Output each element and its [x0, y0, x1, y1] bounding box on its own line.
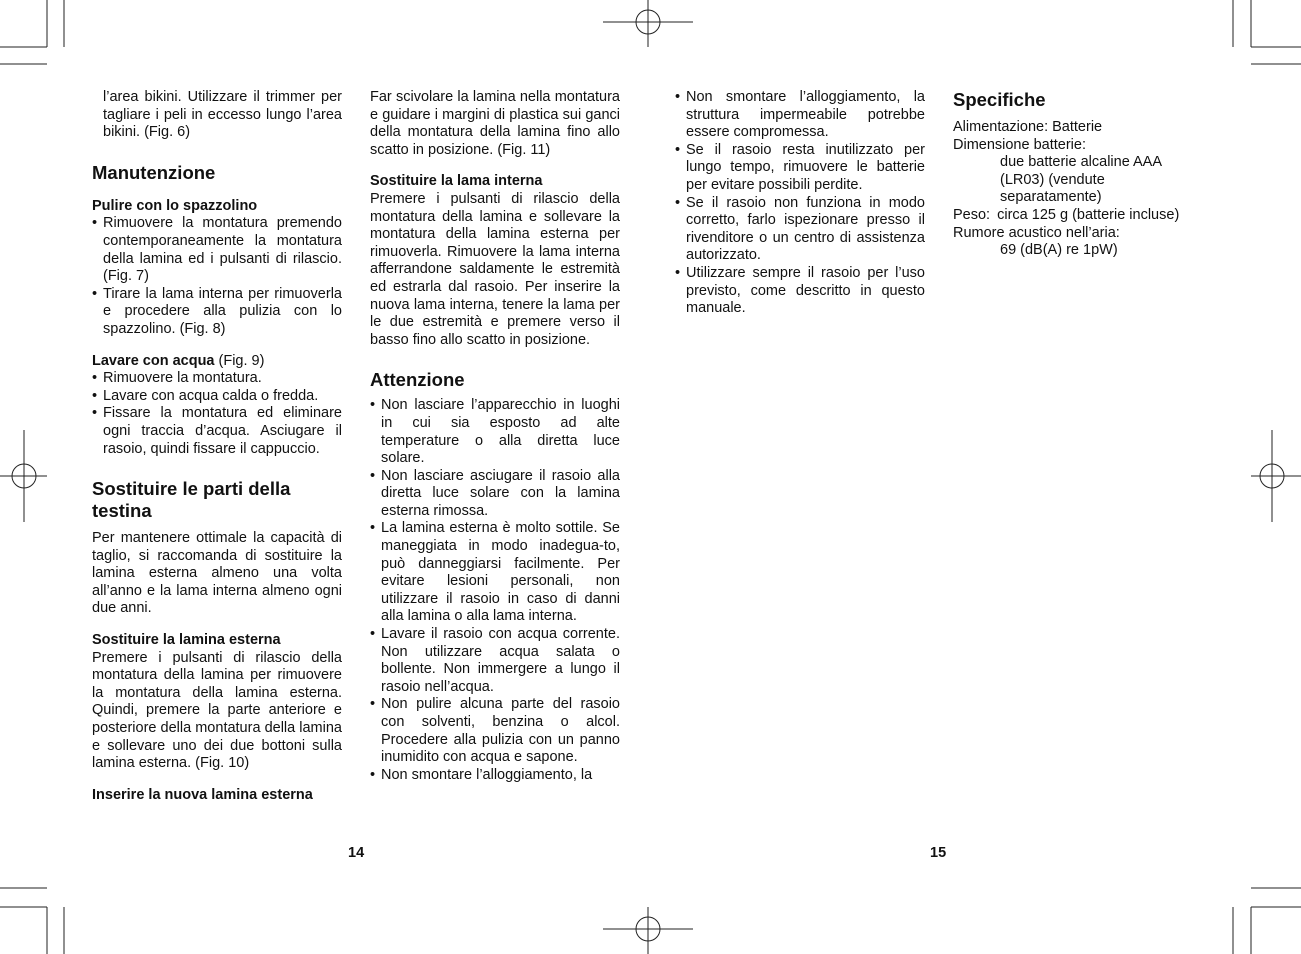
replace-parts-heading: Sostituire le parti della testina: [92, 478, 291, 522]
list-item: • Fissare la montatura ed eliminare ogni traccia d’acqua. Asciugare il rasoio, quindi fissare il cappuccio.: [92, 405, 342, 458]
list-item: • Utilizzare sempre il rasoio per l’uso previsto, come descritto in questo manuale.: [675, 265, 925, 318]
caution-heading: Attenzione: [370, 369, 465, 391]
wash-heading: [92, 353, 342, 371]
caution-list-continued: [675, 89, 925, 318]
page15-column1: [675, 89, 925, 318]
page14-column1: [92, 89, 342, 804]
page-number-15: 15: [930, 845, 947, 861]
spec-noise-value: 69 (dB(A) re 1pW): [1000, 242, 1118, 259]
list-item: • Non smontare l’alloggiamento, la struttura impermeabile potrebbe essere compromessa.: [675, 89, 925, 142]
list-item: • Tirare la lama interna per rimuoverla e procedere alla pulizia con lo spazzolino. (Fig. 8): [92, 286, 342, 339]
spec-weight: [953, 207, 1213, 225]
insert-foil-text: Far scivolare la lamina nella montatura e guidare i margini di plastica sui ganci della montatura della lamina fino allo scatto in posizione. (Fig. 11): [370, 89, 620, 158]
spec-noise-label: Rumore acustico nell’aria:: [953, 224, 1120, 241]
list-item: • La lamina esterna è molto sottile. Se maneggiata in modo inadegua-to, può danneggiarsi facilmente. Per evitare lesioni personali, non utilizzare il rasoio in caso di danni alla lamina o alla lama interna.: [370, 520, 620, 626]
page15-column2: [953, 89, 1213, 260]
wash-heading-text: Lavare con acqua: [92, 352, 215, 369]
bikini-continued-text: l’area bikini. Utilizzare il trimmer per tagliare i peli in eccesso lungo l’area bikini. (Fig. 6): [103, 89, 342, 141]
page-number-14: 14: [348, 845, 365, 861]
spec-weight-label: Peso:: [953, 206, 991, 223]
brush-list: [92, 215, 342, 338]
spec-battery-dim-line: separatamente): [1000, 189, 1102, 206]
spec-battery-dim-line: (LR03) (vendute: [1000, 171, 1105, 188]
list-item: • Se il rasoio resta inutilizzato per lungo tempo, rimuovere le batterie per evitare possibili perdite.: [675, 142, 925, 195]
spec-power: Alimentazione: Batterie: [953, 119, 1103, 135]
outer-foil-text: Premere i pulsanti di rilascio della montatura della lamina per rimuovere la montatura della lamina esterna. Quindi, premere la parte anteriore e posteriore della montatura della lamina e sollevare uno dei due bottoni sulla lamina esterna. (Fig. 10): [92, 649, 342, 772]
spec-battery-dim-line: due batterie alcaline AAA: [1000, 154, 1163, 171]
list-item: • Se il rasoio non funziona in modo corretto, farlo ispezionare presso il rivenditore o un centro di assistenza autorizzato.: [675, 195, 925, 265]
list-item: • Non lasciare asciugare il rasoio alla diretta luce solare con la lamina esterna rimossa.: [370, 468, 620, 521]
inner-blade-text: Premere i pulsanti di rilascio della montatura della lamina e sollevare la montatura della lamina esterna per rimuoverla. Rimuovere la lama interna afferrandone saldamente le estremità ed estrarla dal rasoio. Per inserire la nuova lama interna, tenere la lama per le due estremità e premere verso il basso fino allo scatto in posizione.: [370, 190, 620, 348]
caution-list: [370, 397, 620, 784]
spec-battery-dim-label: Dimensione batterie:: [953, 136, 1086, 153]
wash-list: [92, 370, 342, 458]
insert-foil-heading: Inserire la nuova lamina esterna: [92, 786, 313, 803]
replace-parts-text: Per mantenere ottimale la capacità di taglio, si raccomanda di sostituire la lamina esterna almeno una volta all’anno e la lama interna almeno ogni due anni.: [92, 530, 342, 617]
list-item: • Rimuovere la montatura.: [92, 370, 342, 388]
inner-blade-heading: Sostituire la lama interna: [370, 173, 543, 190]
list-item: • Lavare il rasoio con acqua corrente. Non utilizzare acqua salata o bollente. Non immergere a lungo il rasoio nell’acqua.: [370, 626, 620, 696]
list-item: • Rimuovere la montatura premendo contemporaneamente la montatura della lamina ed i pulsanti di rilascio. (Fig. 7): [92, 215, 342, 285]
list-item: • Non smontare l’alloggiamento, la: [370, 767, 620, 785]
specifications-heading: Specifiche: [953, 89, 1046, 110]
brush-heading: Pulire con lo spazzolino: [92, 197, 258, 214]
spec-weight-value: circa 125 g (batterie incluse): [997, 206, 1180, 223]
wash-fig-ref: (Fig. 9): [214, 352, 265, 369]
list-item: • Non pulire alcuna parte del rasoio con solventi, benzina o alcol. Procedere alla pulizia con un panno inumidito con acqua e sapone.: [370, 696, 620, 766]
list-item: • Non lasciare l’apparecchio in luoghi in cui sia esposto ad alte temperature o alla diretta luce solare.: [370, 397, 620, 467]
outer-foil-heading: Sostituire la lamina esterna: [92, 632, 281, 649]
list-item: • Lavare con acqua calda o fredda.: [92, 388, 342, 406]
maintenance-heading: Manutenzione: [92, 161, 216, 183]
page14-column2: [370, 89, 620, 784]
